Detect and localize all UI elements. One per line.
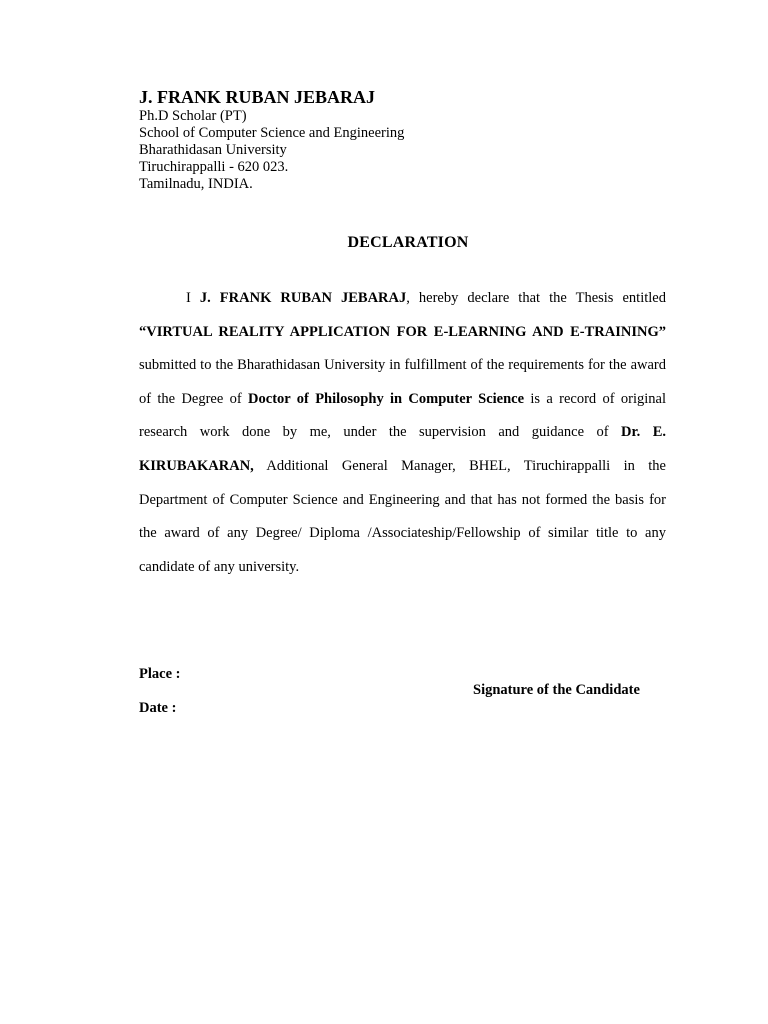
declaration-text-4: is a record of original research work done by me, under the supervision and guidance of (139, 390, 666, 441)
author-name: J. FRANK RUBAN JEBARAJ (139, 87, 376, 107)
date-label: Date : (139, 700, 177, 716)
author-designation: Ph.D Scholar (PT) (139, 108, 247, 124)
declaration-paragraph (139, 282, 666, 584)
author-university: Bharathidasan University (139, 142, 287, 158)
signature-label: Signature of the Candidate (473, 682, 640, 698)
declaration-text-5: Additional General Manager, BHEL, Tiruchirappalli in the Department of Computer Science and Engineering and that has not formed the basis for the award of any Degree/ Diploma /Associateship/Fellowship of similar title to any candidate of any university. (139, 457, 666, 575)
declaration-text-3: submitted to the Bharathidasan University in fulfillment of the requirements for the award of the Degree of (139, 357, 666, 407)
place-label: Place : (139, 666, 181, 682)
author-city: Tiruchirappalli - 620 023. (139, 159, 289, 175)
author-school: School of Computer Science and Engineering (139, 125, 405, 141)
page-title: DECLARATION (347, 234, 469, 251)
supervisor-name: Dr. E. KIRUBAKARAN, (139, 424, 666, 474)
degree-name: Doctor of Philosophy in Computer Science (248, 390, 525, 407)
thesis-title: “VIRTUAL REALITY APPLICATION FOR E-LEARNING AND E-TRAINING” (139, 323, 666, 340)
author-state: Tamilnadu, INDIA. (139, 176, 253, 192)
declarant-name: J. FRANK RUBAN JEBARAJ (199, 290, 407, 306)
declaration-text-2: , hereby declare that the Thesis entitled (406, 290, 666, 306)
declaration-text-1: I (186, 290, 200, 306)
author-block (139, 86, 639, 193)
